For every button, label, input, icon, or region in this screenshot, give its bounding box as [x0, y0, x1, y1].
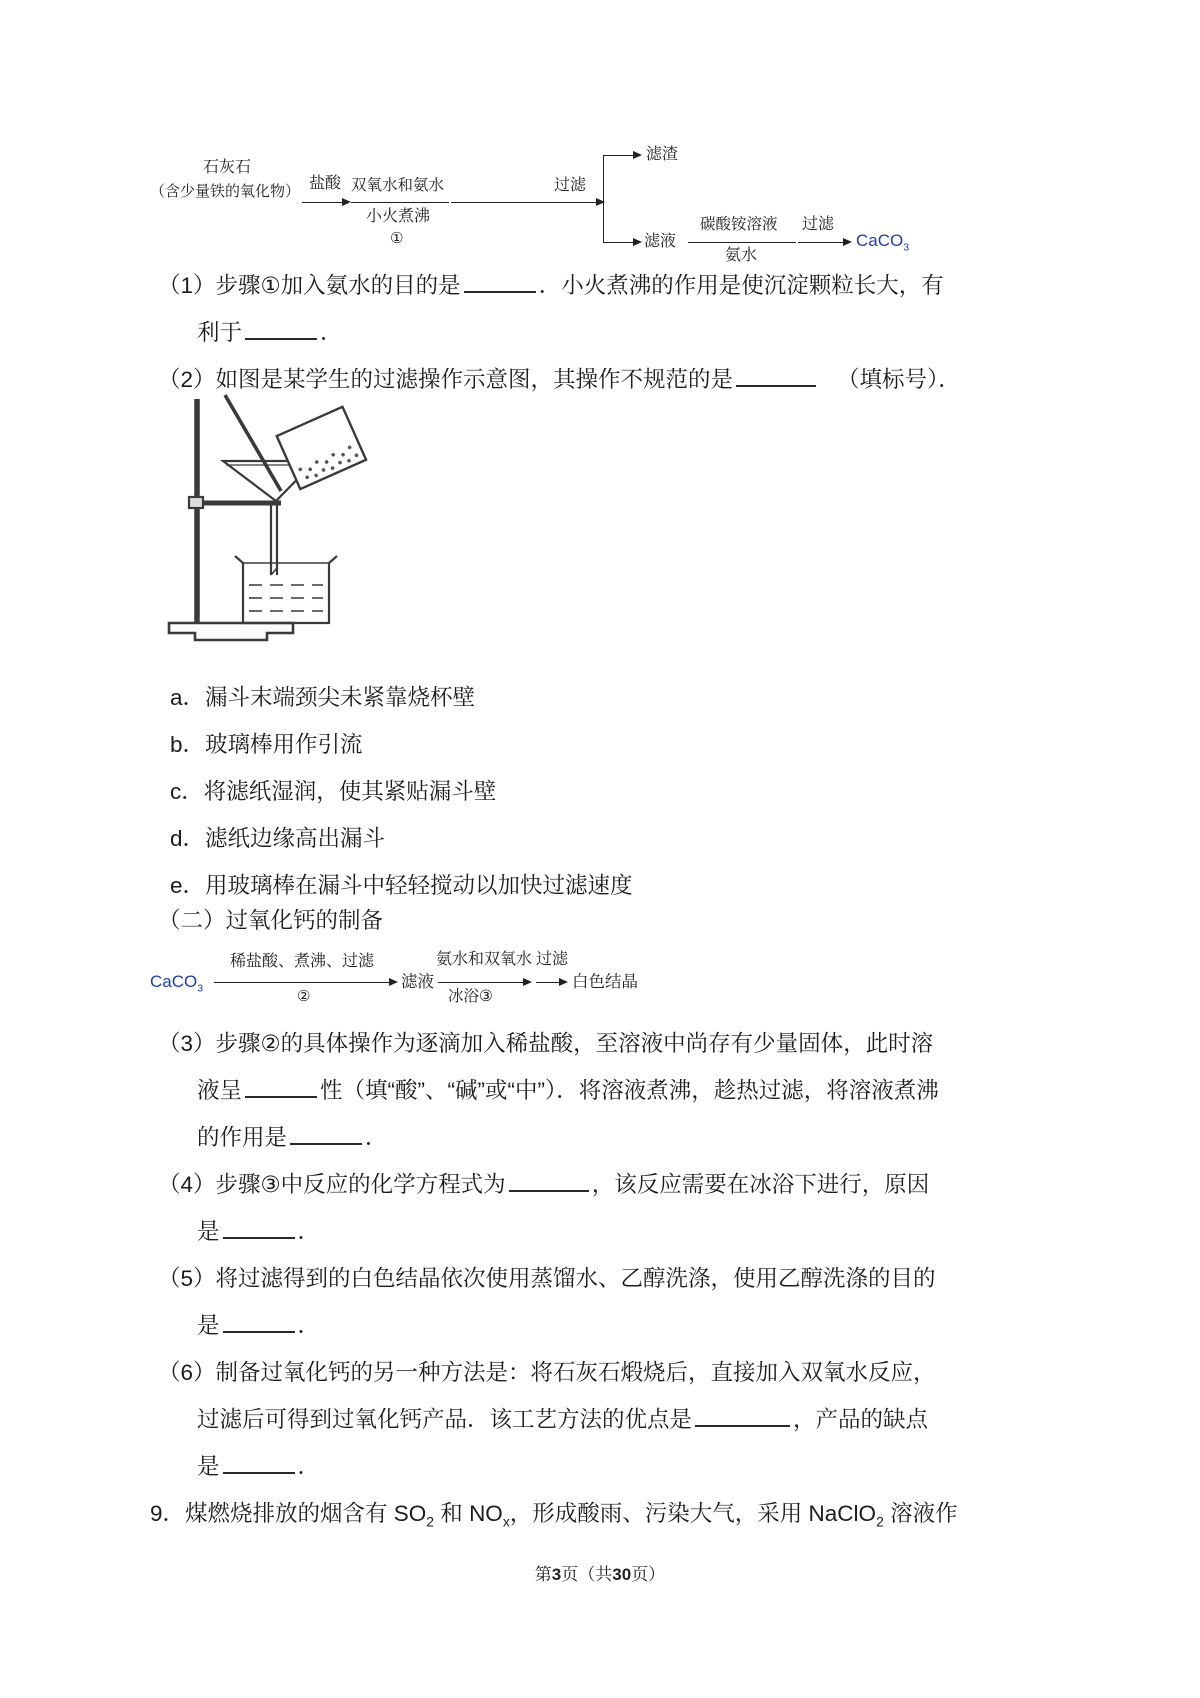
question-6-text-c: ，产品的缺点 — [793, 1407, 929, 1432]
footer-text: 页（共 — [561, 1565, 613, 1584]
fc1-filtrate-label: 滤液 — [644, 233, 677, 250]
question-6-text-b: 过滤后可得到过氧化钙产品．该工艺方法的优点是 — [197, 1407, 693, 1432]
fc1-product-sub: 3 — [903, 241, 910, 254]
fc2-arrow1 — [214, 982, 396, 983]
formula-nox — [469, 1501, 510, 1530]
question-6-line-3 — [197, 1443, 320, 1490]
formula-nox-base: NO — [469, 1501, 503, 1526]
footer-page-number: 3 — [551, 1565, 562, 1584]
question-6-line-1 — [158, 1349, 936, 1396]
fc2-arrow1-top: 稀盐酸、煮沸、过滤 — [230, 953, 375, 970]
question-1-text-c: 利于 — [197, 320, 243, 345]
question-9-text-a: 9．煤燃烧排放的烟含有 — [150, 1501, 394, 1526]
fc1-arrow3-label: 过滤 — [802, 216, 835, 233]
fc1-branch-bottom-arrow — [603, 242, 640, 243]
question-5-line-2 — [197, 1302, 320, 1349]
question-5-text-c: ． — [297, 1313, 321, 1338]
fc1-arrow3 — [798, 242, 850, 243]
section-2-title — [158, 897, 383, 944]
fc2-arrow2 — [438, 982, 530, 983]
fc1-residue-label: 滤渣 — [646, 146, 679, 163]
fc1-fraction2-bottom: 氨水 — [725, 247, 758, 264]
question-6-text-e: ． — [297, 1454, 321, 1479]
formula-naclo2-base: NaClO — [808, 1501, 877, 1526]
fc1-fraction1-bar — [351, 202, 449, 203]
fc1-source-line2: （含少量铁的氧化物） — [150, 183, 301, 200]
answer-blank — [695, 1423, 790, 1427]
footer-total-pages: 30 — [612, 1565, 632, 1584]
question-4-text-c: 是 — [197, 1219, 220, 1244]
question-9-line-1 — [150, 1490, 958, 1537]
fc1-arrow2 — [451, 202, 603, 203]
question-1-line-2 — [197, 309, 343, 356]
question-3-text-a: （3）步骤②的具体操作为逐滴加入稀盐酸，至溶液中尚存有少量固体，此时溶 — [158, 1031, 934, 1056]
question-3-text-c: 性（填“酸”、“碱”或“中”）．将溶液煮沸，趁热过滤，将溶液煮沸 — [320, 1078, 939, 1103]
question-5-text-b: 是 — [197, 1313, 220, 1338]
formula-so2-base: SO — [393, 1501, 427, 1526]
question-3-line-1 — [158, 1020, 933, 1067]
question-3-text-e: ． — [365, 1125, 388, 1150]
fc2-start-formula — [150, 972, 203, 995]
answer-blank — [245, 1094, 317, 1098]
fc1-branch-top-arrow — [603, 155, 640, 156]
fc2-arrow3 — [536, 982, 566, 983]
question-4-line-1 — [158, 1161, 929, 1208]
question-4-text-a: （4）步骤③中反应的化学方程式为 — [158, 1172, 506, 1197]
fc1-fraction1-top: 双氧水和氨水 — [351, 177, 445, 194]
question-6-line-2 — [197, 1396, 928, 1443]
fc1-product-base: CaCO — [856, 231, 904, 250]
question-5-text-a: （5）将过滤得到的白色结晶依次使用蒸馏水、乙醇洗涤，使用乙醇洗涤的目的 — [158, 1266, 936, 1291]
option-c — [170, 768, 496, 815]
formula-naclo2 — [808, 1501, 884, 1530]
question-2-text-b: （填标号）． — [837, 367, 961, 392]
fc1-arrow2-label: 过滤 — [554, 177, 587, 194]
formula-naclo2-sub: 2 — [876, 1513, 884, 1530]
question-9-text-b: 和 — [434, 1501, 470, 1526]
fc2-arrow2-top: 氨水和双氧水 — [436, 951, 533, 968]
answer-blank — [223, 1470, 295, 1474]
fc2-arrow3-top: 过滤 — [536, 951, 569, 968]
answer-blank — [245, 336, 317, 340]
answer-blank — [223, 1235, 295, 1239]
stand-base — [169, 623, 293, 640]
fc2-step2-circle: ② — [297, 988, 311, 1005]
flowchart-calcium-peroxide-prep — [150, 943, 810, 1018]
fc1-fraction2-top: 碳酸铵溶液 — [700, 216, 778, 233]
fc2-start-sub: 3 — [197, 982, 204, 995]
fc1-arrow1-label: 盐酸 — [309, 175, 342, 192]
question-3-line-2 — [197, 1067, 939, 1114]
option-a-label: a．漏斗末端颈尖未紧靠烧杯壁 — [170, 685, 476, 710]
question-3-text-b: 液呈 — [197, 1078, 243, 1103]
fc1-fraction2-bar — [688, 242, 796, 243]
fc1-arrow1 — [302, 202, 349, 203]
question-1-line-1 — [158, 262, 944, 309]
answer-blank — [223, 1329, 295, 1333]
fc1-source-line1: 石灰石 — [203, 159, 252, 176]
clamp-bolt — [189, 497, 203, 508]
formula-nox-sub: x — [502, 1513, 510, 1530]
answer-blank — [509, 1188, 589, 1192]
answer-blank — [464, 289, 536, 293]
fc1-branch-line — [603, 155, 604, 243]
question-1-text-b: ．小火煮沸的作用是使沉淀颗粒长大，有 — [538, 273, 944, 298]
footer-text: 第 — [534, 1565, 552, 1584]
question-9-text-c: ，形成酸雨、污染大气，采用 — [509, 1501, 809, 1526]
question-5-line-1 — [158, 1255, 936, 1302]
footer-text: 页） — [631, 1565, 666, 1584]
question-4-line-2 — [197, 1208, 320, 1255]
formula-so2 — [393, 1501, 435, 1530]
fc2-start-base: CaCO — [150, 972, 198, 991]
question-4-text-d: ． — [297, 1219, 321, 1244]
question-9-text-d: 溶液作 — [883, 1501, 958, 1526]
fc2-end-label: 白色结晶 — [572, 973, 638, 991]
option-e-label: e．用玻璃棒在漏斗中轻轻搅动以加快过滤速度 — [170, 873, 633, 898]
flowchart-limestone-to-caco3 — [150, 128, 940, 268]
answer-blank — [736, 383, 816, 387]
question-1-text-d: ． — [320, 320, 343, 345]
question-6-text-a: （6）制备过氧化钙的另一种方法是：将石灰石煅烧后，直接加入双氧水反应， — [158, 1360, 936, 1385]
page-footer — [0, 1560, 1200, 1585]
fc1-fraction1-bottom: 小火煮沸 — [366, 208, 431, 225]
formula-so2-sub: 2 — [426, 1513, 435, 1530]
question-3-text-d: 的作用是 — [197, 1125, 288, 1150]
option-d-label: d．滤纸边缘高出漏斗 — [170, 826, 386, 851]
question-4-text-b: ，该反应需要在冰浴下进行，原因 — [591, 1172, 930, 1197]
option-d — [170, 815, 385, 862]
fc1-step1-circle: ① — [390, 230, 404, 247]
question-2-text-a: （2）如图是某学生的过滤操作示意图，其操作不规范的是 — [158, 367, 734, 392]
filtration-apparatus-figure — [163, 393, 408, 653]
question-3-line-3 — [197, 1114, 388, 1161]
answer-blank — [290, 1141, 362, 1145]
question-6-text-d: 是 — [197, 1454, 220, 1479]
option-b-label: b．玻璃棒用作引流 — [170, 732, 363, 757]
collection-beaker — [235, 556, 337, 623]
option-a — [170, 674, 475, 721]
question-1-text-a: （1）步骤①加入氨水的目的是 — [158, 273, 461, 298]
filtrate-liquid-lines — [249, 585, 323, 611]
fc2-icebath-label: 冰浴③ — [448, 988, 493, 1005]
section-2-title-text: （二）过氧化钙的制备 — [158, 908, 384, 933]
option-c-label: c．将滤纸湿润，使其紧贴漏斗壁 — [170, 779, 497, 804]
option-b — [170, 721, 363, 768]
fc1-product-formula — [856, 231, 909, 254]
fc2-filtrate-label: 滤液 — [401, 973, 434, 991]
